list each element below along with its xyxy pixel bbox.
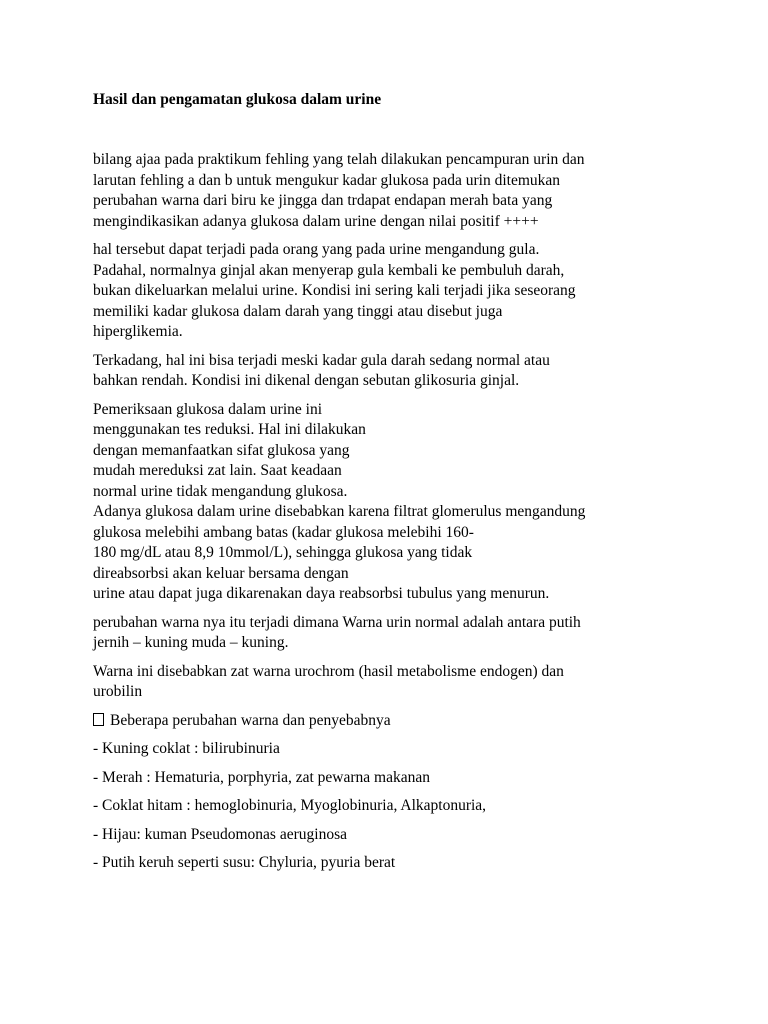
document-title: Hasil dan pengamatan glukosa dalam urine xyxy=(93,91,382,108)
text-line: larutan fehling a dan b untuk mengukur kadar glukosa pada urin ditemukan xyxy=(93,171,561,189)
paragraph-reduction-test xyxy=(93,400,733,605)
text-line: mengindikasikan adanya glukosa dalam urine dengan nilai positif ++++ xyxy=(93,212,539,230)
text-line: Terkadang, hal ini bisa terjadi meski kadar gula darah sedang normal atau xyxy=(93,351,550,369)
text-line: memiliki kadar glukosa dalam darah yang tinggi atau disebut juga xyxy=(93,302,503,320)
paragraph-fehling-result xyxy=(93,150,733,232)
text-line: Warna ini disebabkan zat warna urochrom (hasil metabolisme endogen) dan xyxy=(93,662,564,680)
text-line: hal tersebut dapat terjadi pada orang yang pada urine mengandung gula. xyxy=(93,241,540,258)
text-line: jernih – kuning muda – kuning. xyxy=(93,634,289,651)
text-line: glukosa melebihi ambang batas (kadar glukosa melebihi 160- xyxy=(93,523,474,541)
list-item: - Putih keruh seperti susu: Chyluria, pyuria berat xyxy=(93,854,396,871)
text-line: menggunakan tes reduksi. Hal ini dilakukan xyxy=(93,421,366,438)
list-item: - Coklat hitam : hemoglobinuria, Myoglobinuria, Alkaptonuria, xyxy=(93,797,487,814)
text-line: Adanya glukosa dalam urine disebabkan karena filtrat glomerulus mengandung xyxy=(93,503,586,520)
text-line: bahkan rendah. Kondisi ini dikenal dengan sebutan glikosuria ginjal. xyxy=(93,372,520,389)
text-line: normal urine tidak mengandung glukosa. xyxy=(93,482,348,500)
list-item: - Merah : Hematuria, porphyria, zat pewarna makanan xyxy=(93,768,430,786)
list-heading-text: Beberapa perubahan warna dan penyebabnya xyxy=(110,711,391,729)
paragraph-urochrome xyxy=(93,662,733,703)
text-line: perubahan warna nya itu terjadi dimana Warna urin normal adalah antara putih xyxy=(93,613,581,631)
text-line: urine atau dapat juga dikarenakan daya reabsorbsi tubulus yang menurun. xyxy=(93,585,550,602)
text-line: perubahan warna dari biru ke jingga dan trdapat endapan merah bata yang xyxy=(93,192,553,209)
text-line: bukan dikeluarkan melalui urine. Kondisi ini sering kali terjadi jika seseorang xyxy=(93,282,576,299)
document-body xyxy=(93,150,733,882)
text-line: bilang ajaa pada praktikum fehling yang telah dilakukan pencampuran urin dan xyxy=(93,151,585,168)
list-item: - Kuning coklat : bilirubinuria xyxy=(93,740,280,757)
paragraph-urine-color xyxy=(93,613,733,654)
text-line: Padahal, normalnya ginjal akan menyerap gula kembali ke pembuluh darah, xyxy=(93,261,565,279)
text-line: Pemeriksaan glukosa dalam urine ini xyxy=(93,400,322,418)
text-line: 180 mg/dL atau 8,9 10mmol/L), sehingga glukosa yang tidak xyxy=(93,544,473,561)
list-item: - Hijau: kuman Pseudomonas aeruginosa xyxy=(93,825,347,843)
paragraph-renal-glycosuria xyxy=(93,351,733,392)
checkbox-bullet-icon xyxy=(93,713,104,726)
text-line: dengan memanfaatkan sifat glukosa yang xyxy=(93,441,350,459)
list-heading xyxy=(93,711,733,732)
text-line: direabsorbsi akan keluar bersama dengan xyxy=(93,564,349,582)
text-line: mudah mereduksi zat lain. Saat keadaan xyxy=(93,462,342,479)
paragraph-hyperglycemia xyxy=(93,240,733,343)
text-line: urobilin xyxy=(93,683,143,700)
text-line: hiperglikemia. xyxy=(93,323,183,340)
